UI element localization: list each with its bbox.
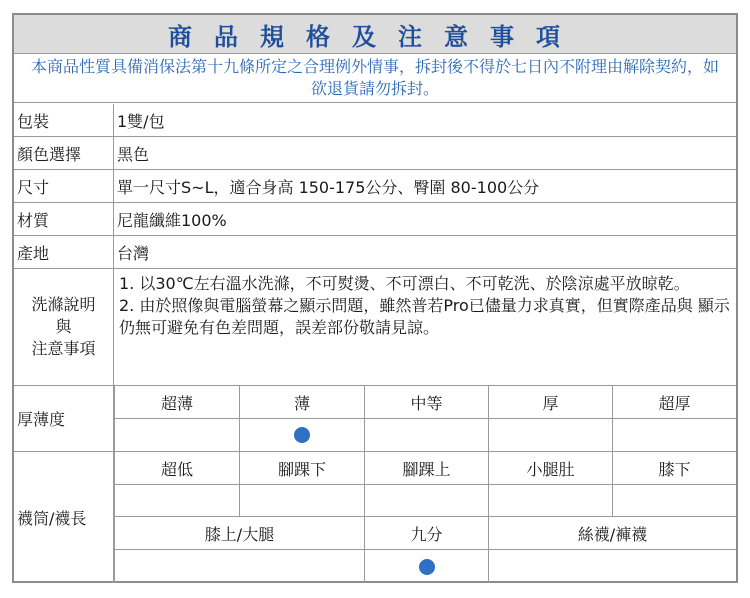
selected-marker-icon <box>419 559 435 575</box>
length-option: 小腿肚 <box>489 452 613 485</box>
care-line-1: 1. 以30℃左右溫水洗滌，不可熨燙、不可漂白、不可乾洗、於陰涼處平放晾乾。 <box>119 274 690 293</box>
length-mark-cell <box>115 485 240 517</box>
spec-row-size <box>14 170 736 203</box>
spec-row-packaging <box>14 104 736 137</box>
spec-row-color <box>14 137 736 170</box>
spec-value: 1雙/包 <box>117 111 165 131</box>
spec-label: 尺寸 <box>14 170 114 202</box>
thickness-option: 中等 <box>365 386 489 419</box>
thickness-mark-cell <box>613 419 736 451</box>
care-label-line: 與 <box>55 317 72 336</box>
spec-label: 包裝 <box>14 104 114 136</box>
care-text <box>119 273 730 339</box>
spec-row-origin <box>14 236 736 269</box>
length-mark-cell <box>489 485 613 517</box>
length-mark-cell <box>115 550 365 583</box>
sock-length-grid <box>114 452 736 583</box>
length-option: 膝下 <box>613 452 736 485</box>
thickness-mark-cell <box>115 419 240 451</box>
care-line-2: 2. 由於照像與電腦螢幕之顯示問題，雖然普若Pro已儘量力求真實，但實際產品與 顯示仍無可避免有色差問題，誤差部份敬請見諒。 <box>119 296 730 337</box>
thickness-row <box>14 386 736 452</box>
sock-length-label: 襪筒/襪長 <box>14 452 114 583</box>
spec-value: 單一尺寸S~L，適合身高 150-175公分、臀圍 80-100公分 <box>117 177 540 197</box>
selected-marker-icon <box>294 427 310 443</box>
thickness-label: 厚薄度 <box>14 386 114 451</box>
spec-label: 產地 <box>14 236 114 268</box>
spec-table <box>12 13 738 583</box>
length-option: 腳踝下 <box>240 452 365 485</box>
length-option: 九分 <box>365 517 489 550</box>
thickness-mark-cell <box>489 419 613 451</box>
length-option: 超低 <box>115 452 240 485</box>
length-mark-cell <box>365 485 489 517</box>
spec-row-material <box>14 203 736 236</box>
length-option: 絲襪/褲襪 <box>489 517 736 550</box>
spec-label: 材質 <box>14 203 114 235</box>
care-label <box>14 269 114 385</box>
thickness-option: 超薄 <box>115 386 240 419</box>
thickness-grid <box>114 386 736 452</box>
thickness-option: 厚 <box>489 386 613 419</box>
thickness-option: 薄 <box>240 386 365 419</box>
length-mark-cell <box>489 550 736 583</box>
length-option: 膝上/大腿 <box>115 517 365 550</box>
length-mark-cell <box>240 485 365 517</box>
length-mark-cell <box>613 485 736 517</box>
spec-value: 尼龍纖維100% <box>117 210 227 230</box>
care-label-line: 注意事項 <box>31 339 96 358</box>
care-instructions-row <box>14 269 736 386</box>
length-option: 腳踝上 <box>365 452 489 485</box>
return-policy-notice: 本商品性質具備消保法第十九條所定之合理例外情事，拆封後不得於七日內不附理由解除契約，如欲退貨請勿拆封。 <box>14 54 736 103</box>
spec-value: 黑色 <box>117 144 150 164</box>
page-title: 商品規格及注意事項 <box>14 15 736 54</box>
thickness-option: 超厚 <box>613 386 736 419</box>
thickness-mark-cell <box>365 419 489 451</box>
length-mark-cell <box>365 550 489 583</box>
care-label-line: 洗滌說明 <box>31 295 96 314</box>
spec-label: 顏色選擇 <box>14 137 114 169</box>
thickness-mark-cell <box>240 419 365 451</box>
sock-length-row <box>14 452 736 583</box>
spec-value: 台灣 <box>117 243 150 263</box>
